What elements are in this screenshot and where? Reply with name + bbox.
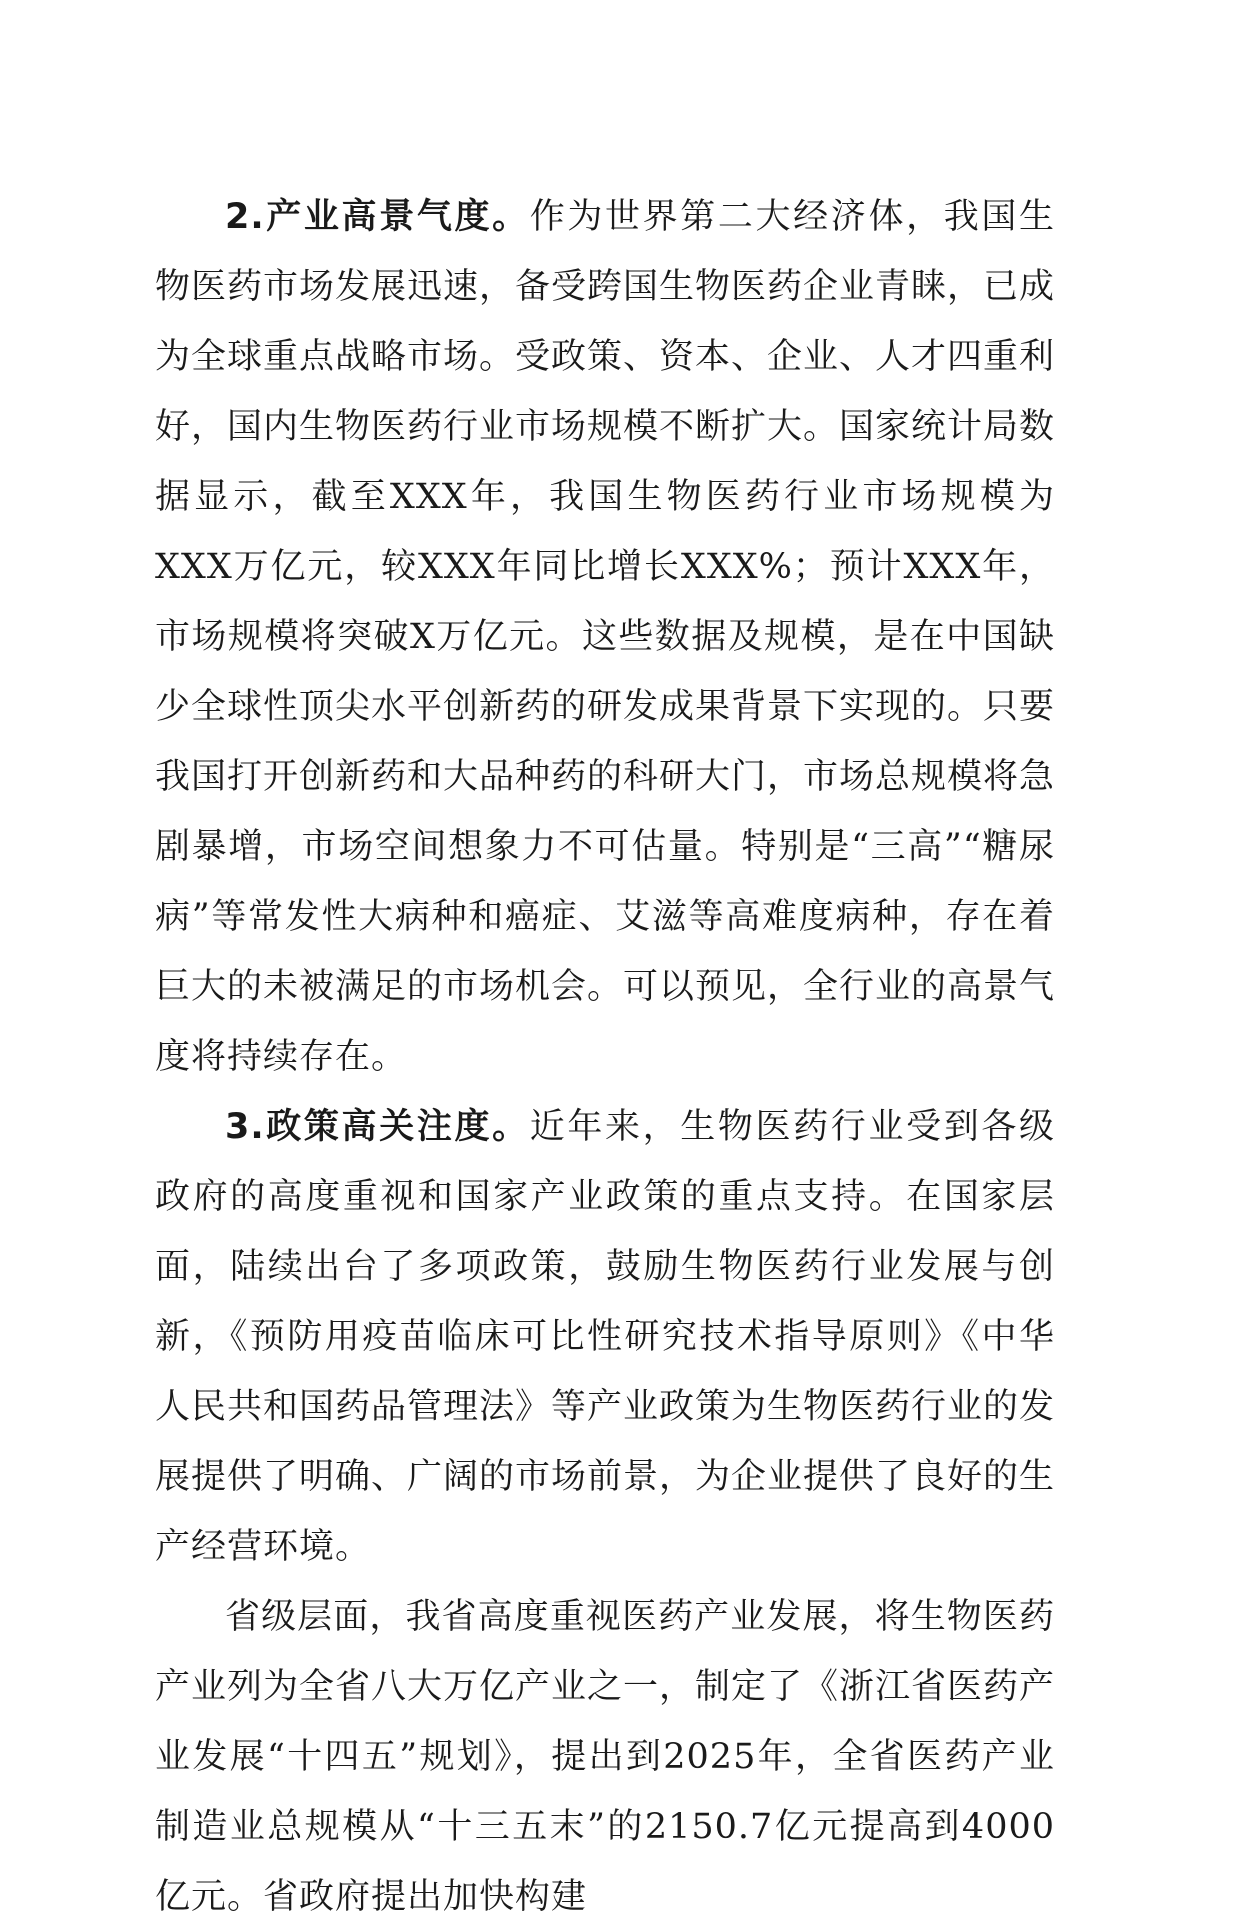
paragraph-policy-attention [155, 1092, 1055, 1582]
paragraph-body: 作为世界第二大经济体，我国生物医药市场发展迅速，备受跨国生物医药企业青睐，已成为全球重点战略市场。受政策、资本、企业、人才四重利好，国内生物医药行业市场规模不断扩大。国家统计局数据显示，截至XXX年，我国生物医药行业市场规模为XXX万亿元，较XXX年同比增长XXX%；预计XXX年，市场规模将突破X万亿元。这些数据及规模，是在中国缺少全球性顶尖水平创新药的研发成果背景下实现的。只要我国打开创新药和大品种药的科研大门，市场总规模将急剧暴增，市场空间想象力不可估量。特别是“三高”“糖尿病”等常发性大病种和癌症、艾滋等高难度病种，存在着巨大的未被满足的市场机会。可以预见，全行业的高景气度将持续存在。 [155, 197, 1056, 1077]
paragraph-body: 省级层面，我省高度重视医药产业发展，将生物医药产业列为全省八大万亿产业之一，制定了《浙江省医药产业发展“十四五”规划》，提出到2025年，全省医药产业制造业总规模从“十三五末”的2150.7亿元提高到4000亿元。省政府提出加快构建 [155, 1597, 1056, 1917]
paragraph-body: 近年来，生物医药行业受到各级政府的高度重视和国家产业政策的重点支持。在国家层面，陆续出台了多项政策，鼓励生物医药行业发展与创新，《预防用疫苗临床可比性研究技术指导原则》《中华人民共和国药品管理法》等产业政策为生物医药行业的发展提供了明确、广阔的市场前景，为企业提供了良好的生产经营环境。 [155, 1107, 1056, 1567]
paragraph-provincial-level [155, 1582, 1055, 1932]
paragraph-industry-prosperity [155, 182, 1055, 1092]
document-body [155, 182, 1055, 1932]
paragraph-heading: 3.政策高关注度。 [225, 1107, 530, 1147]
paragraph-heading: 2.产业高景气度。 [225, 197, 530, 237]
